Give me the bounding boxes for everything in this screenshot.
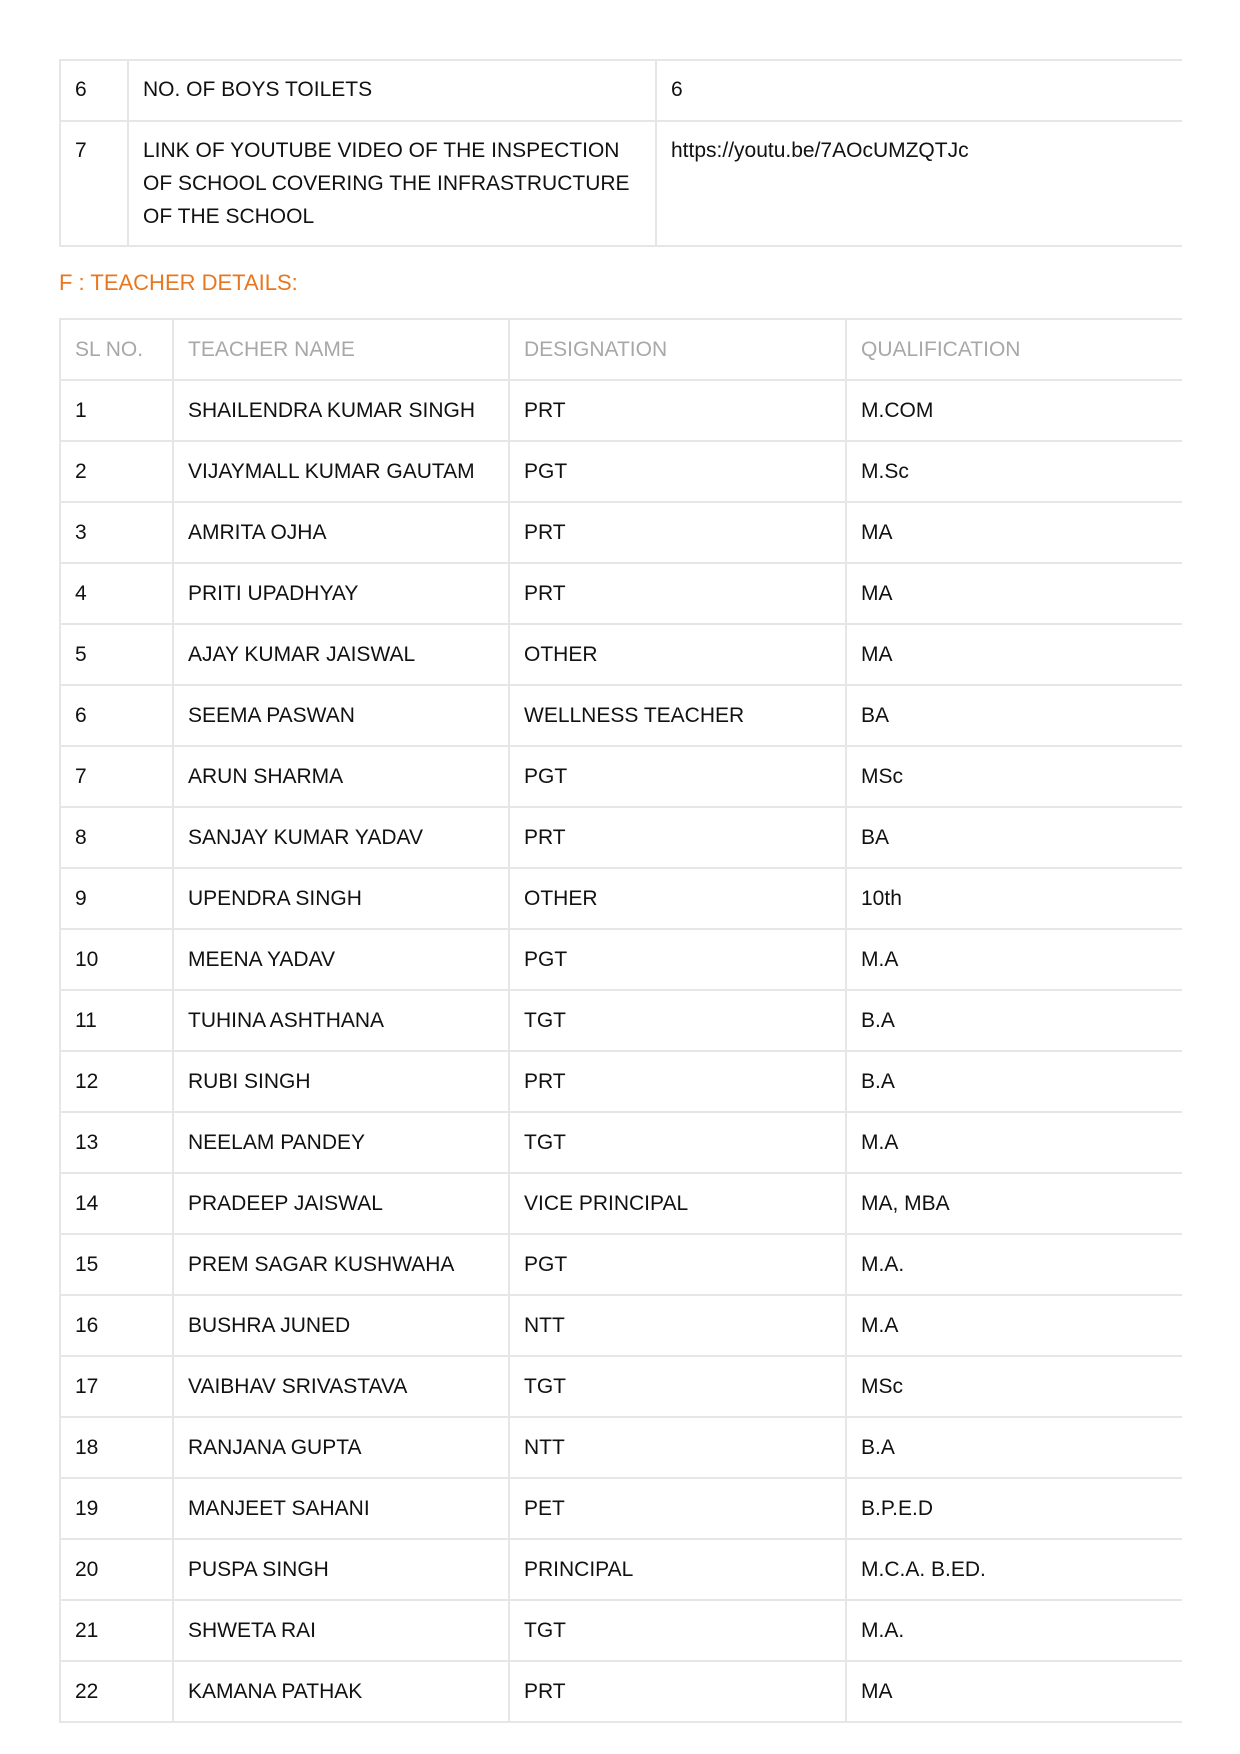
designation-cell: VICE PRINCIPAL	[509, 1173, 846, 1234]
designation-cell: PRT	[509, 807, 846, 868]
designation-cell: OTHER	[509, 868, 846, 929]
qualification-cell: M.A	[846, 1295, 1182, 1356]
table-row	[60, 1539, 1182, 1600]
sl-cell: 22	[60, 1661, 173, 1722]
designation-cell: OTHER	[509, 624, 846, 685]
sl-cell: 12	[60, 1051, 173, 1112]
table-row	[60, 1295, 1182, 1356]
teacher-name-cell: KAMANA PATHAK	[173, 1661, 509, 1722]
value-cell: 6	[656, 60, 1182, 121]
table-row	[60, 60, 1182, 121]
qualification-cell: M.C.A. B.ED.	[846, 1539, 1182, 1600]
table-row	[60, 1661, 1182, 1722]
table-row	[60, 1478, 1182, 1539]
table-row	[60, 1112, 1182, 1173]
qualification-cell: BA	[846, 807, 1182, 868]
item-cell: NO. OF BOYS TOILETS	[128, 60, 656, 121]
sl-cell: 20	[60, 1539, 173, 1600]
qualification-cell: B.A	[846, 1051, 1182, 1112]
infrastructure-table	[59, 59, 1182, 247]
designation-cell: PGT	[509, 746, 846, 807]
sl-cell: 4	[60, 563, 173, 624]
teacher-name-cell: SHWETA RAI	[173, 1600, 509, 1661]
teacher-name-cell: PREM SAGAR KUSHWAHA	[173, 1234, 509, 1295]
qualification-cell: M.A.	[846, 1600, 1182, 1661]
designation-cell: PRT	[509, 1051, 846, 1112]
teacher-name-cell: RANJANA GUPTA	[173, 1417, 509, 1478]
teacher-name-cell: BUSHRA JUNED	[173, 1295, 509, 1356]
teacher-name-cell: MANJEET SAHANI	[173, 1478, 509, 1539]
table-row	[60, 1234, 1182, 1295]
designation-cell: PGT	[509, 929, 846, 990]
designation-cell: PRT	[509, 380, 846, 441]
designation-cell: PET	[509, 1478, 846, 1539]
teacher-name-cell: PRADEEP JAISWAL	[173, 1173, 509, 1234]
table-row	[60, 502, 1182, 563]
sl-cell: 5	[60, 624, 173, 685]
designation-cell: NTT	[509, 1417, 846, 1478]
sl-cell: 7	[60, 746, 173, 807]
teacher-name-cell: NEELAM PANDEY	[173, 1112, 509, 1173]
table-row	[60, 1356, 1182, 1417]
sl-cell: 9	[60, 868, 173, 929]
sl-cell: 13	[60, 1112, 173, 1173]
table-row	[60, 807, 1182, 868]
qualification-cell: M.Sc	[846, 441, 1182, 502]
qualification-cell: M.A	[846, 929, 1182, 990]
qualification-cell: MA	[846, 563, 1182, 624]
qualification-cell: M.COM	[846, 380, 1182, 441]
teacher-name-cell: VIJAYMALL KUMAR GAUTAM	[173, 441, 509, 502]
table-row	[60, 441, 1182, 502]
qualification-cell: MA	[846, 502, 1182, 563]
teacher-name-cell: MEENA YADAV	[173, 929, 509, 990]
table-row	[60, 929, 1182, 990]
item-cell: LINK OF YOUTUBE VIDEO OF THE INSPECTION OF SCHOOL COVERING THE INFRASTRUCTURE OF THE SCHOOL	[128, 121, 656, 246]
sl-cell: 8	[60, 807, 173, 868]
designation-cell: PRT	[509, 1661, 846, 1722]
section-heading: F : TEACHER DETAILS:	[59, 270, 298, 295]
qualification-cell: B.A	[846, 990, 1182, 1051]
designation-cell: PGT	[509, 1234, 846, 1295]
teacher-name-cell: UPENDRA SINGH	[173, 868, 509, 929]
teacher-name-cell: TUHINA ASHTHANA	[173, 990, 509, 1051]
sl-cell: 14	[60, 1173, 173, 1234]
designation-cell: TGT	[509, 1600, 846, 1661]
designation-cell: TGT	[509, 1356, 846, 1417]
sl-cell: 2	[60, 441, 173, 502]
table-row	[60, 746, 1182, 807]
teacher-name-cell: ARUN SHARMA	[173, 746, 509, 807]
sl-cell: 19	[60, 1478, 173, 1539]
qualification-cell: M.A.	[846, 1234, 1182, 1295]
designation-cell: PRT	[509, 502, 846, 563]
teacher-name-cell: SEEMA PASWAN	[173, 685, 509, 746]
table-row	[60, 624, 1182, 685]
table-row	[60, 990, 1182, 1051]
table-row	[60, 563, 1182, 624]
sl-cell: 21	[60, 1600, 173, 1661]
teacher-name-cell: SANJAY KUMAR YADAV	[173, 807, 509, 868]
table-row	[60, 1600, 1182, 1661]
teacher-name-cell: RUBI SINGH	[173, 1051, 509, 1112]
designation-cell: WELLNESS TEACHER	[509, 685, 846, 746]
sl-cell: 16	[60, 1295, 173, 1356]
column-header: QUALIFICATION	[846, 319, 1182, 380]
qualification-cell: MSc	[846, 1356, 1182, 1417]
designation-cell: PRT	[509, 563, 846, 624]
table-row	[60, 685, 1182, 746]
qualification-cell: M.A	[846, 1112, 1182, 1173]
column-header: DESIGNATION	[509, 319, 846, 380]
table-row	[60, 1051, 1182, 1112]
table-row	[60, 1173, 1182, 1234]
teacher-details-table	[59, 318, 1182, 1723]
qualification-cell: MA, MBA	[846, 1173, 1182, 1234]
table-row	[60, 380, 1182, 441]
designation-cell: TGT	[509, 990, 846, 1051]
designation-cell: TGT	[509, 1112, 846, 1173]
table-header-row	[60, 319, 1182, 380]
sl-cell: 17	[60, 1356, 173, 1417]
qualification-cell: MA	[846, 1661, 1182, 1722]
teacher-name-cell: SHAILENDRA KUMAR SINGH	[173, 380, 509, 441]
sl-cell: 3	[60, 502, 173, 563]
youtube-link[interactable]: https://youtu.be/7AOcUMZQTJc	[656, 121, 1182, 246]
column-header: TEACHER NAME	[173, 319, 509, 380]
table-row	[60, 121, 1182, 246]
sl-cell: 6	[60, 60, 128, 121]
designation-cell: PRINCIPAL	[509, 1539, 846, 1600]
sl-cell: 15	[60, 1234, 173, 1295]
sl-cell: 1	[60, 380, 173, 441]
qualification-cell: B.A	[846, 1417, 1182, 1478]
teacher-name-cell: PRITI UPADHYAY	[173, 563, 509, 624]
teacher-name-cell: AMRITA OJHA	[173, 502, 509, 563]
teacher-name-cell: PUSPA SINGH	[173, 1539, 509, 1600]
qualification-cell: BA	[846, 685, 1182, 746]
table-row	[60, 1417, 1182, 1478]
teacher-name-cell: AJAY KUMAR JAISWAL	[173, 624, 509, 685]
sl-cell: 11	[60, 990, 173, 1051]
qualification-cell: MA	[846, 624, 1182, 685]
qualification-cell: MSc	[846, 746, 1182, 807]
column-header: SL NO.	[60, 319, 173, 380]
teacher-name-cell: VAIBHAV SRIVASTAVA	[173, 1356, 509, 1417]
qualification-cell: 10th	[846, 868, 1182, 929]
designation-cell: NTT	[509, 1295, 846, 1356]
qualification-cell: B.P.E.D	[846, 1478, 1182, 1539]
table-row	[60, 868, 1182, 929]
sl-cell: 10	[60, 929, 173, 990]
sl-cell: 6	[60, 685, 173, 746]
designation-cell: PGT	[509, 441, 846, 502]
sl-cell: 7	[60, 121, 128, 246]
sl-cell: 18	[60, 1417, 173, 1478]
